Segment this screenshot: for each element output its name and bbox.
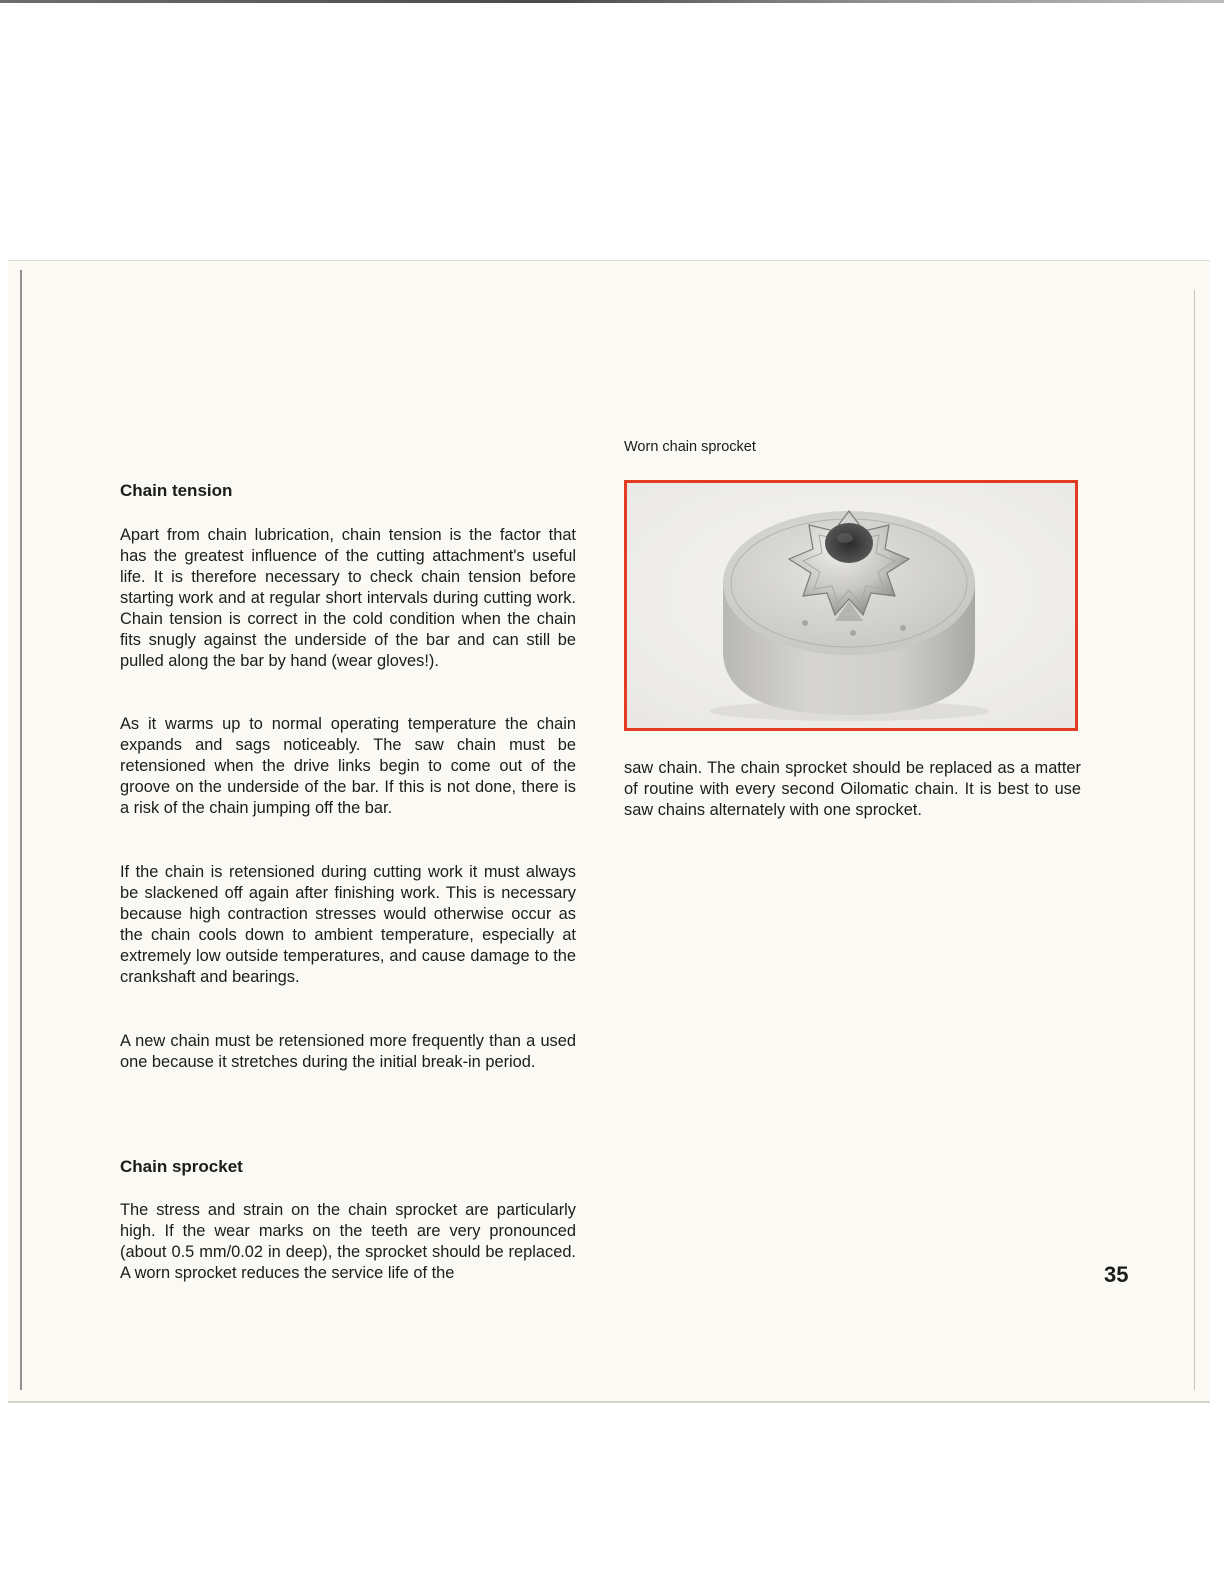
chain-tension-paragraph-2: As it warms up to normal operating temperature the chain expands and sags noticeably. The saw chain must be retensioned when the drive links begin to come out of the groove on the underside of the bar. If this is not done, there is a risk of the chain jumping off the bar. <box>120 715 576 817</box>
chain-sprocket-heading: Chain sprocket <box>120 1157 243 1176</box>
sprocket-illustration <box>627 483 1075 728</box>
chain-tension-paragraph-4: A new chain must be retensioned more frequently than a used one because it stretches during the initial break-in period. <box>120 1032 576 1071</box>
chain-tension-heading: Chain tension <box>120 481 233 500</box>
chain-tension-paragraph-3: If the chain is retensioned during cutting work it must always be slackened off again after finishing work. This is necessary because high contraction stresses would otherwise occur as the chain cools down to ambient temperature, especially at extremely low outside temperatures, and cause damage to the crankshaft and bearings. <box>120 863 576 986</box>
sprocket-bore <box>825 523 873 563</box>
chain-sprocket-continuation: saw chain. The chain sprocket should be replaced as a matter of routine with every second Oilomatic chain. It is best to use saw chains alternately with one sprocket. <box>624 759 1081 819</box>
page-number: 35 <box>1104 1262 1129 1287</box>
chain-tension-paragraph-1: Apart from chain lubrication, chain tension is the factor that has the greatest influence of the cutting attachment's useful life. It is therefore necessary to check chain tension before starting work and at regular short intervals during cutting work. Chain tension is correct in the cold condition when the chain fits snugly against the underside of the bar and can still be pulled along the bar by hand (wear gloves!). <box>120 526 576 670</box>
scan-edge-top <box>0 0 1224 3</box>
chain-sprocket-paragraph: The stress and strain on the chain sprocket are particularly high. If the wear marks on the teeth are very pronounced (about 0.5 mm/0.02 in deep), the sprocket should be replaced. A worn sprocket reduces the service life of the <box>120 1201 576 1282</box>
figure-caption: Worn chain sprocket <box>624 439 756 455</box>
page-edge-left <box>20 270 22 1390</box>
worn-sprocket-photo <box>624 480 1078 731</box>
page-edge-right <box>1194 290 1195 1390</box>
